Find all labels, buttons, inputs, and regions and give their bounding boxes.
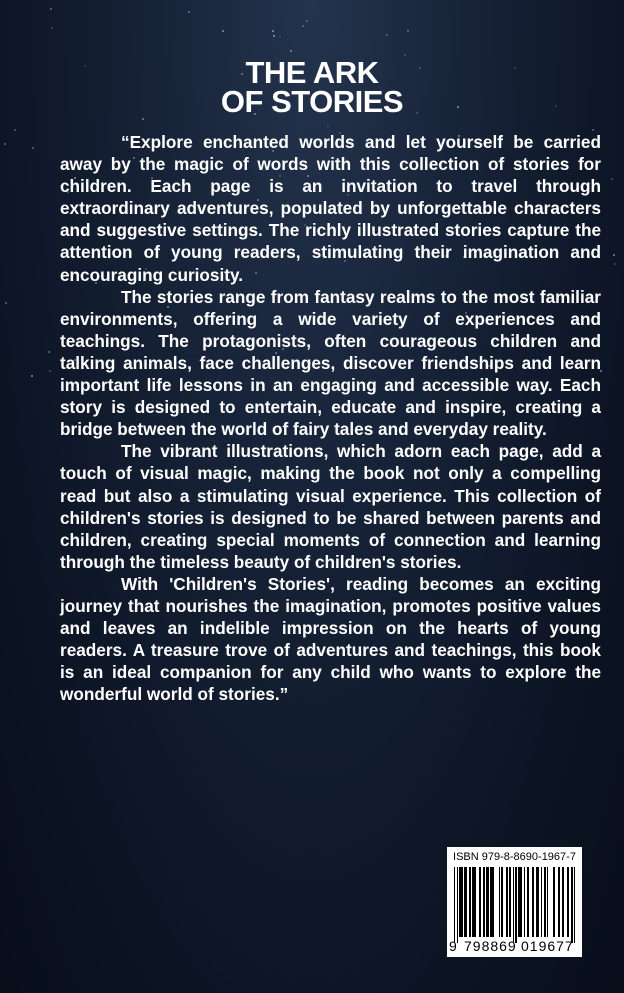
star-dot [4, 143, 6, 145]
blurb-paragraph-2: The stories range from fantasy realms to the most familiar environments, offering a wide variety of experiences and teachings. The protagonists, often courageous children and talking animals, face challenges, discover friendships and learn important life lessons in an engaging and accessible way. Each story is designed to entertain, educate and inspire, creating a bridge between the world of fairy tales and everyday reality. [60, 286, 601, 440]
barcode-digits-right: 019677 [521, 938, 574, 954]
book-title-line-1: THE ARK [245, 55, 379, 90]
star-dot [50, 8, 52, 10]
barcode-bar [510, 867, 511, 937]
barcode-bar [465, 867, 466, 937]
star-dot [32, 147, 34, 149]
star-dot [614, 263, 616, 265]
barcode-bar [567, 867, 568, 937]
star-dot [407, 30, 409, 32]
barcode-bar [487, 867, 488, 937]
barcode-bar [562, 867, 563, 937]
barcode-bar [513, 867, 514, 943]
barcode-bar [479, 867, 480, 937]
barcode-bar [528, 867, 529, 937]
star-dot [272, 30, 274, 32]
star-dot [290, 50, 292, 52]
star-dot [188, 11, 190, 13]
barcode-bar [457, 867, 458, 943]
star-dot [279, 36, 281, 38]
barcode-bar [533, 867, 534, 937]
barcode-bar [499, 867, 500, 937]
star-dot [5, 302, 7, 304]
star-dot [611, 178, 613, 180]
isbn-barcode [447, 847, 582, 957]
star-dot [222, 30, 224, 32]
star-dot [327, 125, 329, 127]
star-dot [31, 375, 33, 377]
book-title [0, 55, 624, 119]
star-dot [613, 254, 615, 256]
barcode-bar [469, 867, 470, 937]
star-dot [386, 34, 388, 36]
barcode-bar [506, 867, 507, 937]
blurb-paragraph-1: “Explore enchanted worlds and let yourself be carried away by the magic of words with this collection of stories for children. Each page is an invitation to travel through extraordinary adventures, populated by unforgettable characters and suggestive settings. The richly illustrated stories capture the attention of young readers, stimulating their imagination and encouraging curiosity. [60, 132, 601, 285]
book-title-line-2: OF STORIES [220, 84, 404, 119]
barcode-bar [571, 867, 572, 943]
blurb-text [60, 131, 601, 705]
barcode-bar [501, 867, 502, 937]
barcode-bar [474, 867, 475, 937]
barcode-bar [544, 867, 545, 937]
star-dot [142, 118, 144, 120]
blurb-paragraph-4: With 'Children's Stories', reading becomes an exciting journey that nourishes the imagination, promotes positive values and leaves an indelible impression on the hearts of young readers. A treasure trove of adventures and teachings, this book is an ideal companion for any child who wants to explore the wonderful world of stories.” [60, 573, 601, 705]
star-dot [48, 351, 50, 353]
star-dot [14, 129, 16, 131]
star-dot [306, 20, 308, 22]
barcode-bar [515, 867, 516, 943]
barcode-bar [558, 867, 559, 937]
barcode-digits-left: 798869 [464, 938, 517, 954]
star-dot [302, 25, 304, 27]
barcode-bar [574, 867, 575, 943]
star-dot [49, 370, 51, 372]
barcode-bar [541, 867, 542, 937]
barcode-bar [520, 867, 521, 937]
barcode-bar [483, 867, 484, 937]
barcode-bar [492, 867, 493, 937]
blurb-paragraph-3: The vibrant illustrations, which adorn each page, add a touch of visual magic, making the book not only a compelling read but also a stimulating visual experience. This collection of children's stories is designed to be shared between parents and children, creating special moments of connection and learning through the timeless beauty of children's stories. [60, 441, 601, 572]
barcode-digit-first: 9 [449, 938, 457, 954]
star-dot [273, 35, 275, 37]
barcode-bar [547, 867, 548, 937]
barcode-bar [553, 867, 554, 937]
star-dot [51, 27, 53, 29]
barcode-bar [462, 867, 463, 937]
isbn-label: ISBN 979-8-8690-1967-7 [453, 851, 576, 863]
barcode-bars [454, 867, 575, 937]
barcode-bar [524, 867, 525, 937]
star-dot [404, 54, 406, 56]
barcode-bar [538, 867, 539, 937]
barcode-bar [454, 867, 455, 943]
